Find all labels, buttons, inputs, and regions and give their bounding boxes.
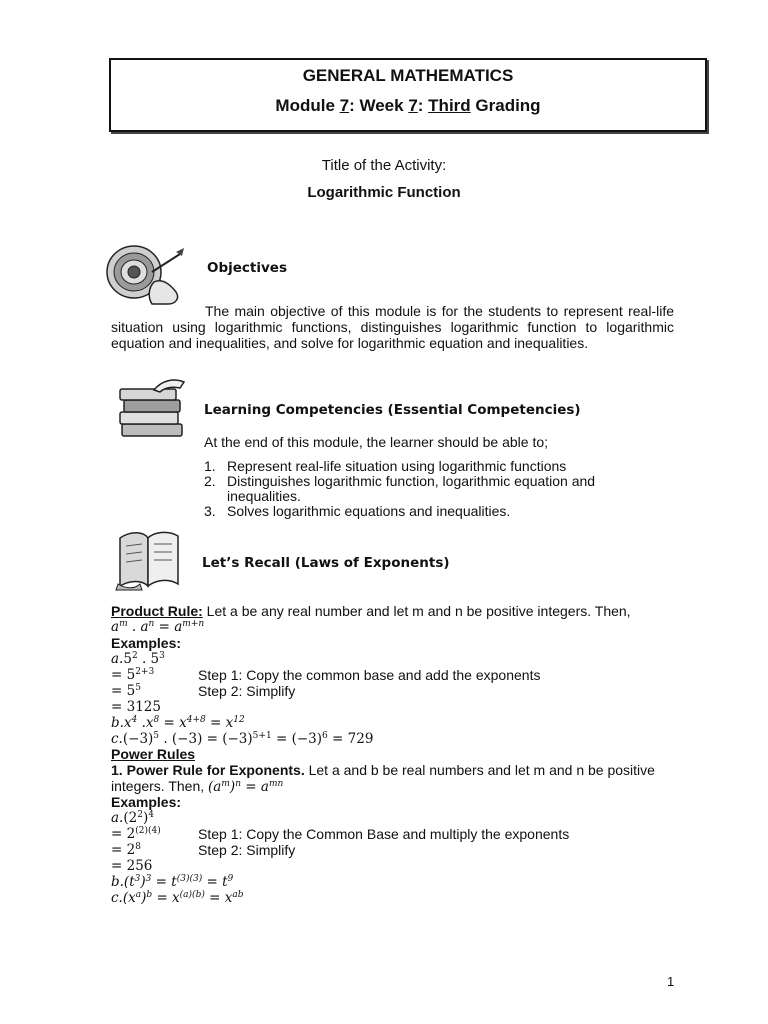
module-number: 7 [339, 96, 350, 115]
example-a-step1: = $5^{2+3}$ [111, 667, 155, 683]
power-rule-line: 1. Power Rule for Exponents. Let a and b be real numbers and let m and n be positive [111, 762, 655, 778]
power-rules-label: Power Rules [111, 746, 196, 762]
power-example-c-line: $c.(x^a)^b = x^{(a)(b)} = x^{ab}$ [111, 890, 244, 906]
power-example-a-step1: = $2^{(2)(4)}$ [111, 826, 161, 842]
power-rule-sub-label: 1. Power Rule for Exponents. [111, 762, 305, 778]
competencies-list [204, 459, 624, 519]
power-example-a-result: = 256 [111, 858, 153, 874]
product-examples-label: Examples: [111, 635, 182, 651]
competencies-intro: At the end of this module, the learner should be able to; [204, 434, 549, 450]
example-c-line: $c.(-3)^5$ . $(-3) = (-3)^{5+1} = (-3)^6 = 729$ [111, 731, 374, 747]
product-rule-label: Product Rule: [111, 603, 203, 619]
dart-target-icon [104, 242, 186, 306]
product-step1-text: Step 1: Copy the common base and add the exponents [198, 667, 541, 683]
example-a-line: $a.5^2$ . $5^3$ [111, 651, 165, 667]
power-example-a-line: $a.(2^2)^4$ [111, 810, 154, 826]
page-number: 1 [667, 974, 675, 989]
activity-title: Logarithmic Function [307, 184, 461, 201]
example-a-step2: = $5^5$ [111, 683, 141, 699]
product-step2-text: Step 2: Simplify [198, 683, 296, 699]
power-rule-then-line: integers. Then, $(a^m)^n = a^{mn}$ [111, 778, 284, 795]
power-step2-text: Step 2: Simplify [198, 842, 296, 858]
objectives-text: The main objective of this module is for the students to represent real-life situation using logarithmic functions, distinguishes logarithmic function to logarithmic equation and inequalities, and solve for logarithmic equation and inequalities. [111, 303, 674, 351]
power-example-b-line: $b.(t^3)^3 = t^{(3)(3)} = t^9$ [111, 874, 234, 890]
activity-label: Title of the Activity: [321, 157, 447, 174]
grading-suffix: Grading [470, 96, 541, 115]
week-word: : Week [349, 96, 409, 115]
week-number: 7 [408, 96, 418, 115]
module-word: Module [275, 96, 340, 115]
books-stack-icon [114, 376, 190, 440]
subject-title: GENERAL MATHEMATICS [302, 66, 514, 85]
header-box [109, 58, 707, 132]
power-rule-formula: $(a^m)^n = a^{mn}$ [208, 779, 284, 795]
module-line [111, 96, 705, 116]
example-a-result: = 3125 [111, 699, 161, 715]
open-book-icon [114, 524, 184, 592]
objectives-heading: Objectives [207, 260, 287, 276]
power-example-a-step2: = $2^8$ [111, 842, 141, 858]
example-b-line: $b.x^4$ $.x^8 = x^{4+8} = x^{12}$ [111, 715, 245, 731]
competencies-heading: Learning Competencies (Essential Competencies) [204, 402, 581, 418]
product-rule-line: Product Rule: Let a be any real number and let m and n be positive integers. Then, [111, 603, 631, 619]
list-item: 2. Distinguishes logarithmic function, logarithmic equation and inequalities. [204, 473, 596, 504]
colon: : [417, 96, 429, 115]
list-item: 1. Represent real-life situation using logarithmic functions [204, 458, 567, 474]
product-rule-formula: $a^m$ . $a^n = a^{m+n}$ [111, 619, 205, 635]
power-examples-label: Examples: [111, 794, 182, 810]
grading-word: Third [428, 96, 471, 115]
recall-heading: Let’s Recall (Laws of Exponents) [202, 555, 450, 571]
power-step1-text: Step 1: Copy the Common Base and multiply the exponents [198, 826, 570, 842]
list-item: 3. Solves logarithmic equations and inequalities. [204, 503, 511, 519]
